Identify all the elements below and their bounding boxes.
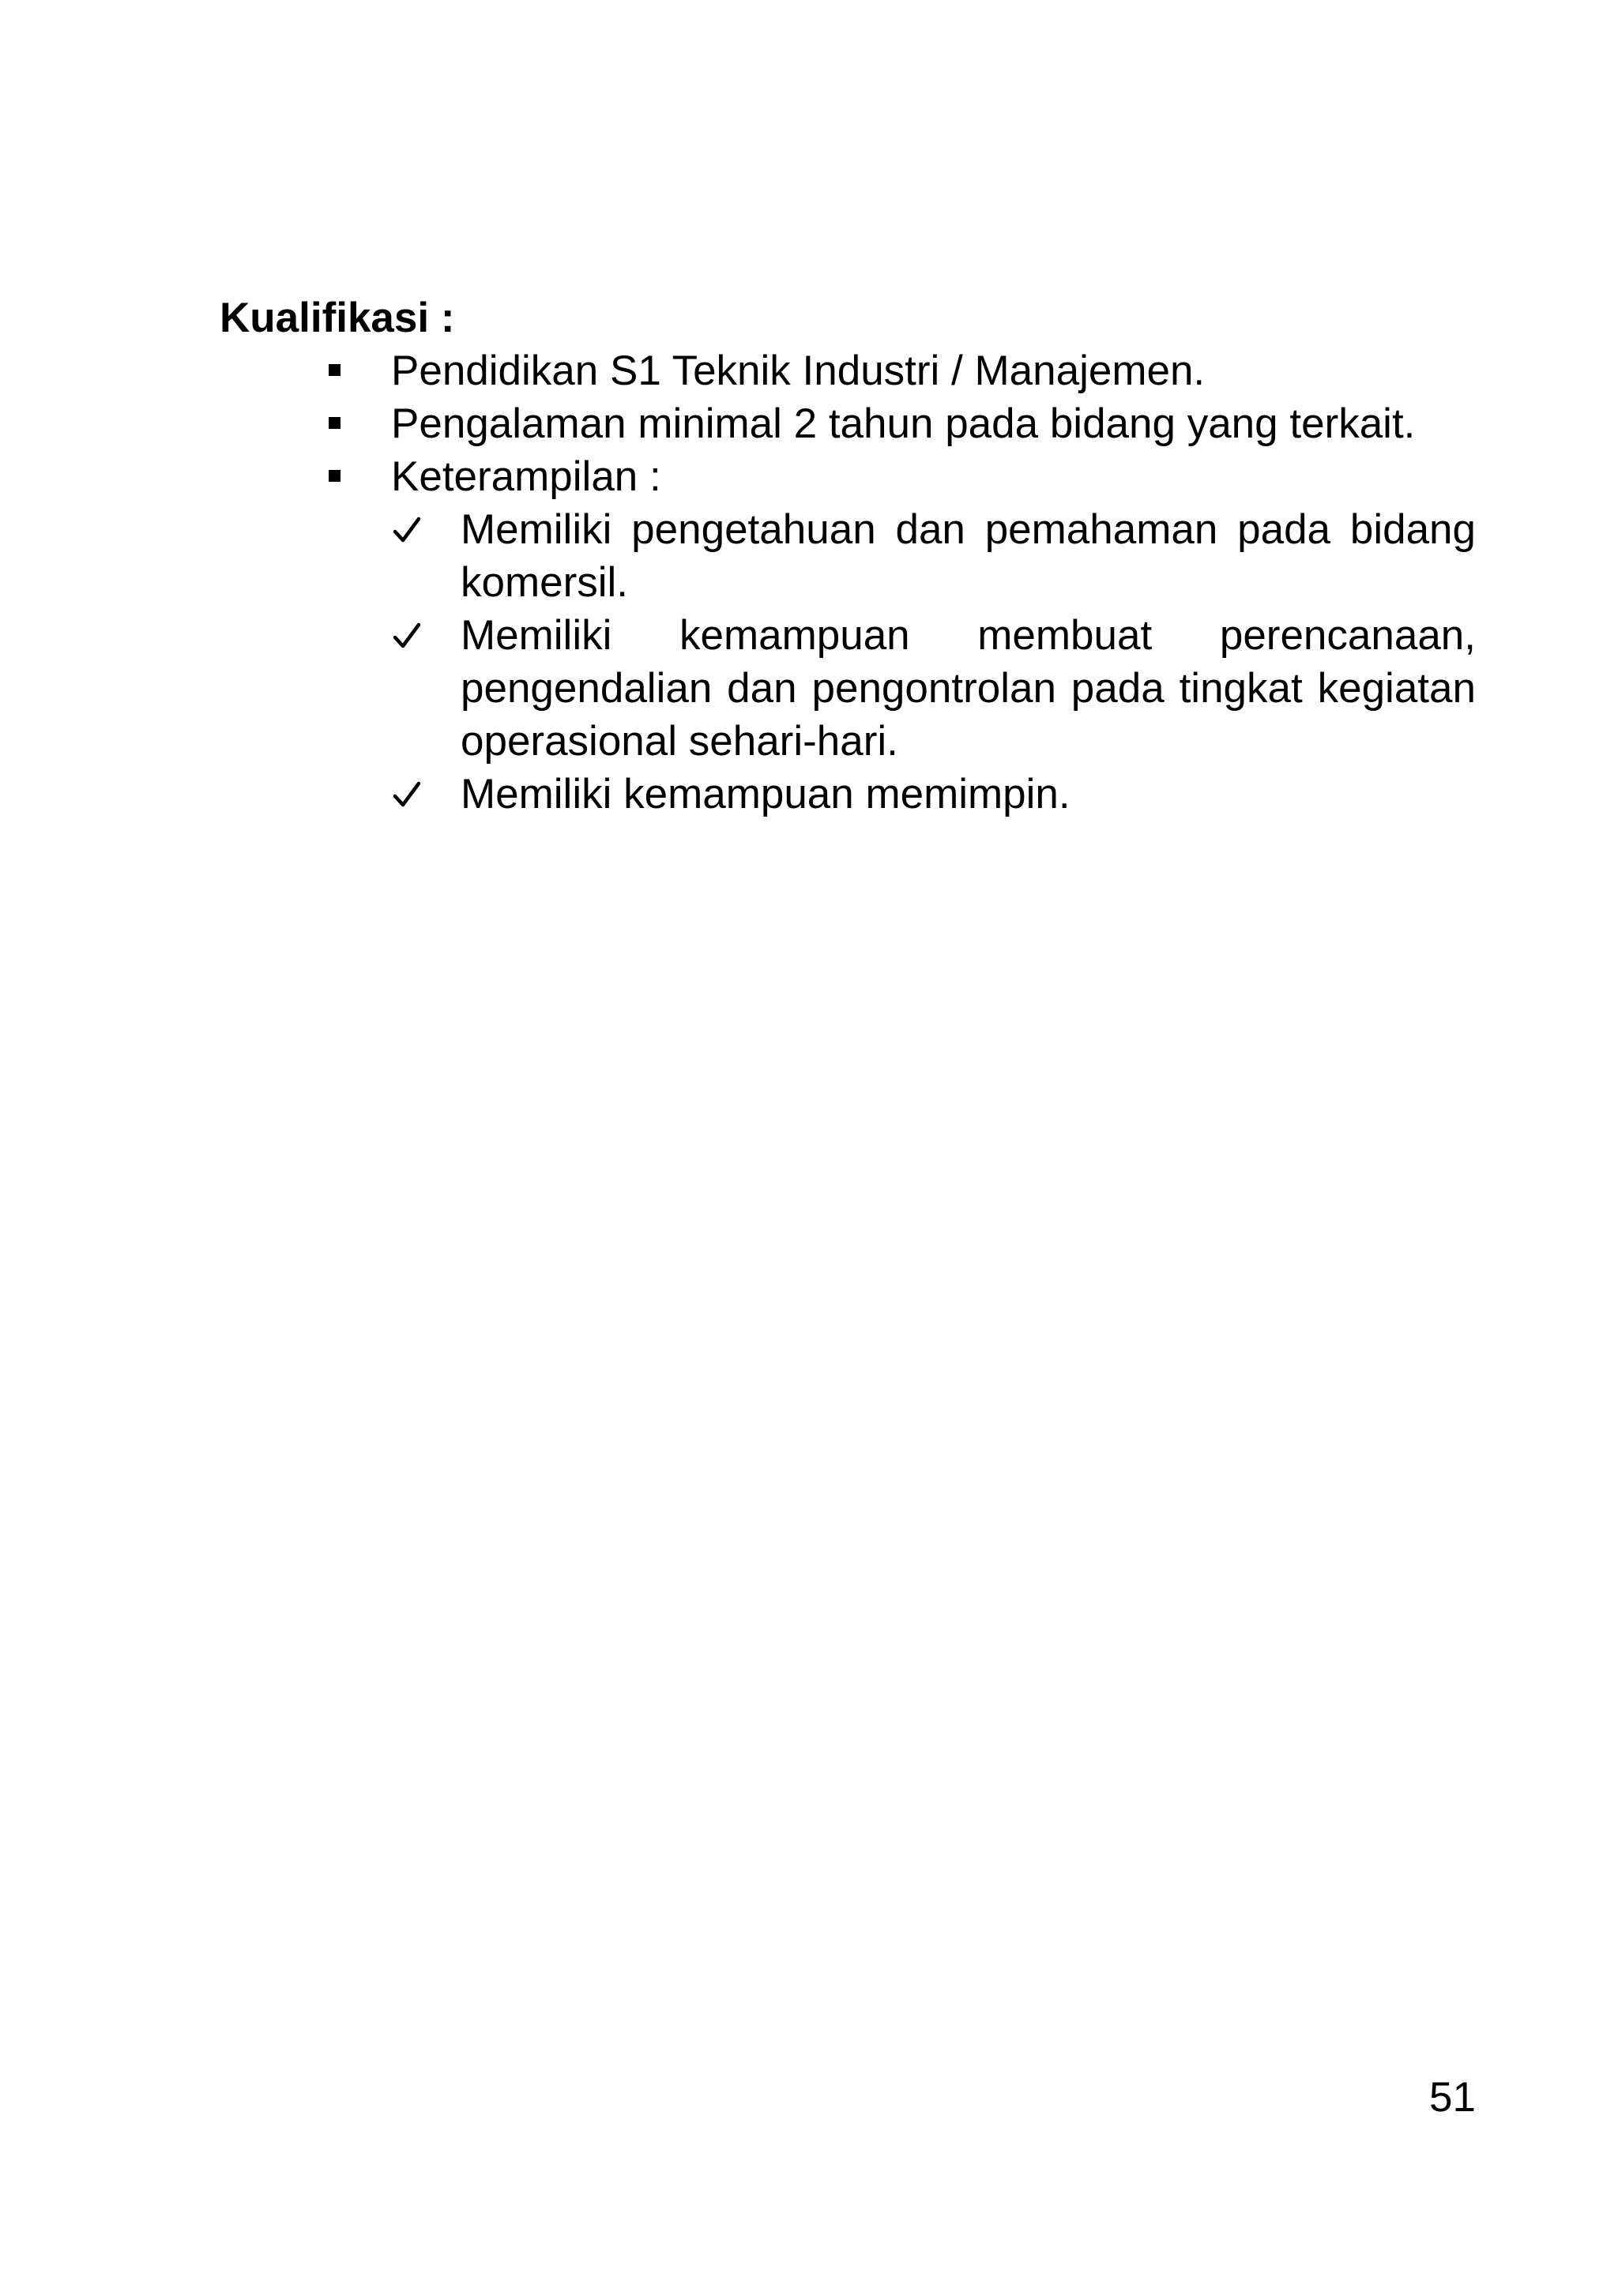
qualification-item-experience bbox=[320, 397, 1476, 450]
square-bullet-icon bbox=[329, 364, 341, 376]
qualification-list bbox=[320, 344, 1476, 821]
checkmark-icon bbox=[391, 503, 423, 556]
page-number: 51 bbox=[1429, 2074, 1476, 2121]
qualification-text: Pendidikan S1 Teknik Industri / Manajemen. bbox=[391, 348, 1206, 394]
skill-text: Memiliki kemampuan membuat perencanaan, pengendalian dan pengontrolan pada tingkat kegiatan operasional sehari-hari. bbox=[461, 612, 1476, 765]
qualification-text: Pengalaman minimal 2 tahun pada bidang yang terkait. bbox=[391, 400, 1416, 447]
skill-text: Memiliki kemampuan memimpin. bbox=[461, 771, 1071, 817]
qualification-item-skills bbox=[320, 450, 1476, 821]
section-heading: Kualifikasi : bbox=[220, 295, 455, 341]
qualification-text: Keterampilan : bbox=[391, 453, 661, 500]
skill-item bbox=[391, 503, 1476, 609]
skill-item bbox=[391, 768, 1476, 821]
checkmark-icon bbox=[391, 768, 423, 821]
skill-item bbox=[391, 609, 1476, 768]
qualification-item-education bbox=[320, 344, 1476, 397]
square-bullet-icon bbox=[329, 470, 341, 482]
checkmark-icon bbox=[391, 609, 423, 662]
skill-text: Memiliki pengetahuan dan pemahaman pada bidang komersil. bbox=[461, 506, 1476, 606]
skills-list bbox=[391, 503, 1476, 821]
square-bullet-icon bbox=[329, 417, 341, 429]
